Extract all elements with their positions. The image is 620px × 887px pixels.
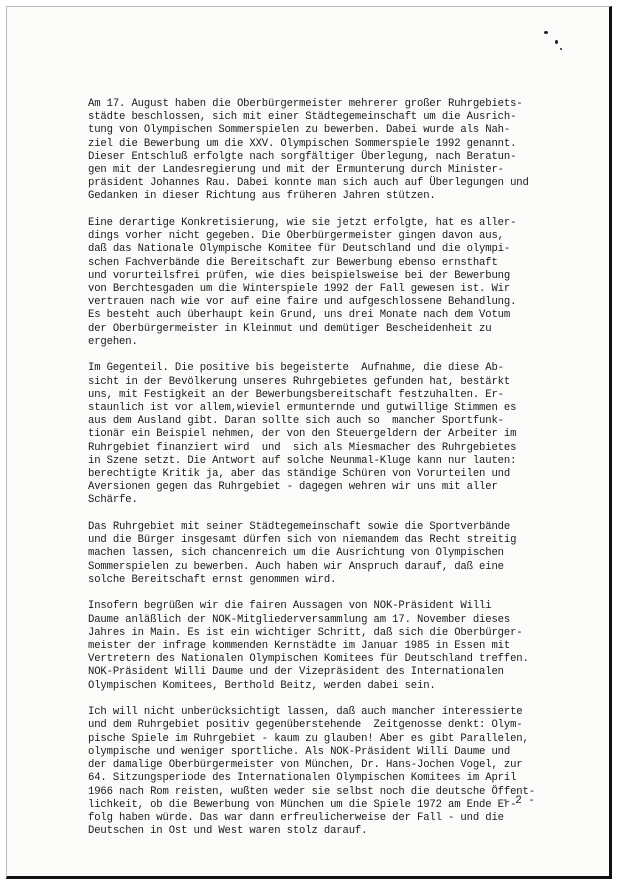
paragraph: Ich will nicht unberücksichtigt lassen, daß auch mancher interessierte und dem Ruhrgebiet positiv gegenüberstehende Zeitgenosse denkt: Olym- pische Spiele im Ruhrgebiet - kaum zu glauben! Aber es gibt Parallelen, olympische und weniger sportliche. Als NOK-Präsident Willi Daume und der damalige Oberbürgermeister von München, Dr. Hans-Jochen Vogel, zur 64. Sitzungsperiode des Internationalen Olympischen Komitees im April 1966 nach Rom reisten, wußten weder sie selbst noch die deutsche Öffent- lichkeit, ob die Bewerbung von München um die Spiele 1972 am Ende Er- folg haben würde. Das war dann erfreulicherweise der Fall - und die Deutschen in Ost und West waren stolz darauf. [88,706,535,838]
paragraph: Das Ruhrgebiet mit seiner Städtegemeinschaft sowie die Sportverbände und die Bürger insgesamt dürfen sich von niemandem das Recht streitig machen lassen, sich chancenreich um die Ausrichtung von Olympischen Sommerspielen zu bewerben. Auch haben wir Anspruch darauf, daß eine solche Bereitschaft ernst genommen wird. [88,521,517,586]
page-number: - 2 - [502,795,536,807]
paragraph: Am 17. August haben die Oberbürgermeister mehrerer großer Ruhrgebiets- städte beschlossen, sich mit einer Städtegemeinschaft um die Ausrich- tung von Olympischen Sommerspielen zu bewerben. Dabei wurde als Nah- ziel die Bewerbung um die XXV. Olympischen Sommerspiele 1992 genannt. Dieser Entschluß erfolgte nach sorgfältiger Überlegung, nach Beratun- gen mit der Landesregierung und mit der Ermunterung durch Minister- präsident Johannes Rau. Dabei konnte man sich auch auf Überlegungen und Gedanken in dieser Richtung aus früheren Jahren stützen. [88,98,529,203]
scan-speck [544,31,548,34]
scan-speck [555,40,558,44]
scan-speck [560,48,562,50]
document-body [88,98,588,852]
paragraph: Im Gegenteil. Die positive bis begeisterte Aufnahme, die diese Ab- sicht in der Bevölkerung unseres Ruhrgebietes gefunden hat, bestärkt uns, mit Festigkeit an der Bewerbungsbereitschaft festzuhalten. Er- staunlich ist vor allem,wieviel ermunternde und gutwillige Stimmen es aus dem Ausland gibt. Daran sollte sich auch so mancher Sportfunk- tionär ein Beispiel nehmen, der von den Steuergeldern der Arbeiter im Ruhrgebiet finanziert wird und sich als Miesmacher des Ruhrgebietes in Szene setzt. Die Antwort auf solche Neunmal-Kluge kann nur lauten: berechtigte Kritik ja, aber das ständige Schüren von Vorurteilen und Aversionen gegen das Ruhrgebiet - dagegen wehren wir uns mit aller Schärfe. [88,362,517,507]
paragraph: Eine derartige Konkretisierung, wie sie jetzt erfolgte, hat es aller- dings vorher nicht gegeben. Die Oberbürgermeister gingen davon aus, daß das Nationale Olympische Komitee für Deutschland und die olympi- schen Fachverbände die Bereitschaft zur Bewerbung ebenso ernsthaft und vorurteilsfrei prüfen, wie dies beispielsweise bei der Bewerbung von Berchtesgaden um die Winterspiele 1992 der Fall gewesen ist. Wir vertrauen nach wie vor auf eine faire und aufgeschlossene Behandlung. Es besteht auch überhaupt kein Grund, uns drei Monate nach dem Votum der Oberbürgermeister in Kleinmut und demütiger Bescheidenheit zu ergehen. [88,217,517,348]
paragraph: Insofern begrüßen wir die fairen Aussagen von NOK-Präsident Willi Daume anläßlich der NOK-Mitgliederversammlung am 17. November dieses Jahres in Main. Es ist ein wichtiger Schritt, daß sich die Oberbürger- meister der infrage kommenden Kernstädte im Januar 1985 in Essen mit Vertretern des Nationalen Olympischen Komitees für Deutschland treffen. NOK-Präsident Willi Daume und der Vizepräsident des Internationalen Olympischen Komitees, Berthold Beitz, werden dabei sein. [88,600,529,692]
